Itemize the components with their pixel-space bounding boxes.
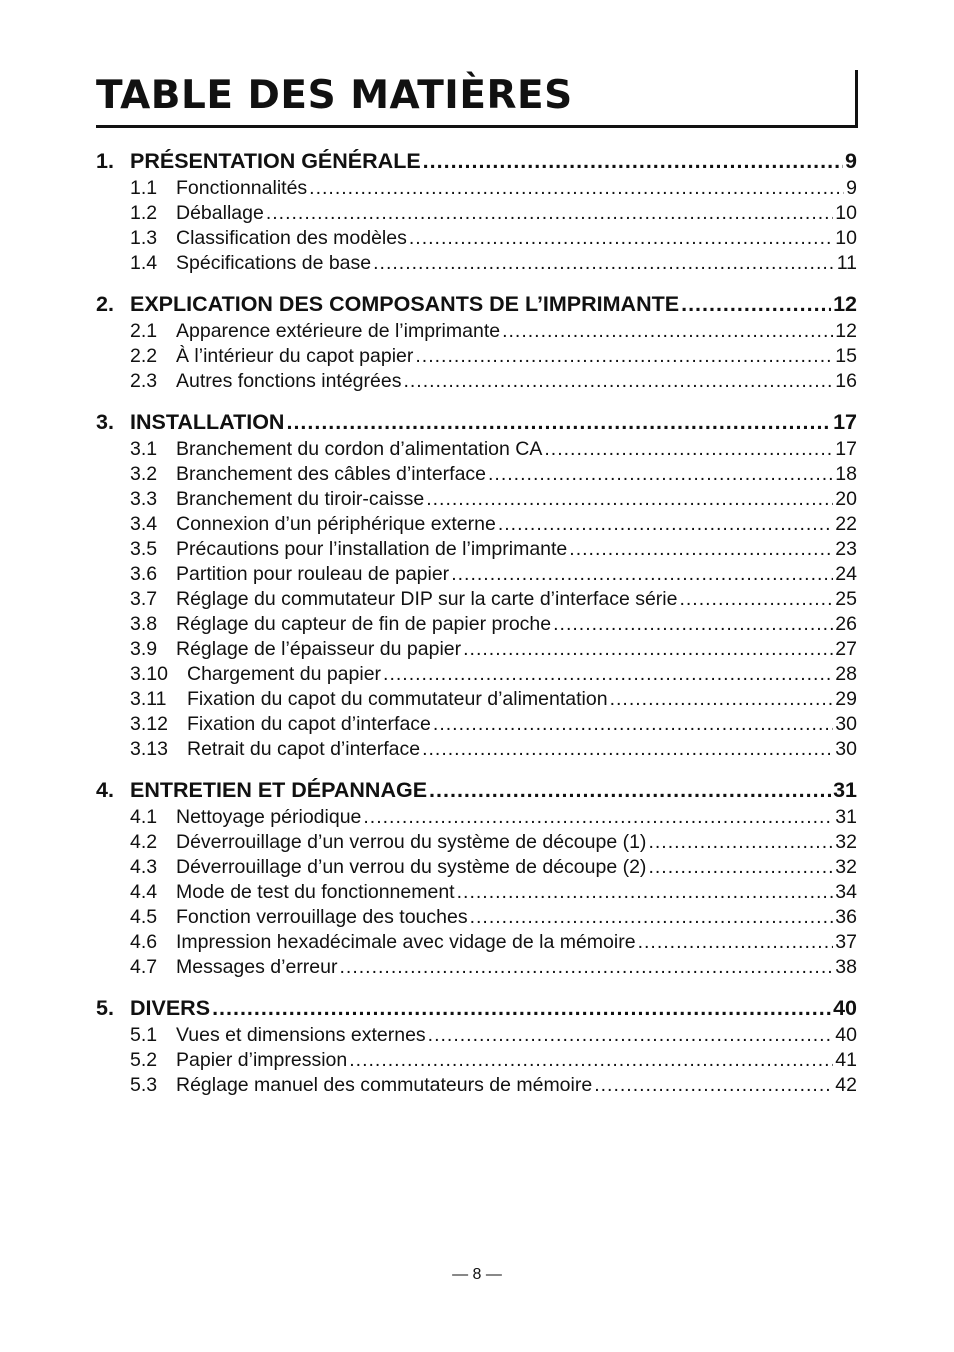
entry-label: Déverrouillage d’un verrou du système de découpe (1) [176,831,647,853]
dot-leader [638,930,834,955]
section-number: 2. [96,292,114,316]
page-number: 15 [835,345,857,367]
toc-entry[interactable] [96,201,857,226]
entry-label: Apparence extérieure de l’imprimante [176,320,501,342]
page-number: 17 [833,410,857,434]
entry-number: 4.1 [130,806,158,828]
toc-entry[interactable] [96,1073,857,1098]
entry-number: 4.3 [130,856,158,878]
toc-entry[interactable] [96,612,857,637]
dot-leader [286,407,831,437]
page-number: 40 [833,996,857,1020]
toc-entry[interactable] [96,462,857,487]
entry-number: 1.3 [130,227,158,249]
dot-leader [451,562,833,587]
entry-label: Papier d’impression [176,1049,348,1071]
page-title: TABLE DES MATIÈRES [96,73,573,118]
entry-number: 5.1 [130,1024,158,1046]
entry-label: Connexion d’un périphérique externe [176,513,496,535]
toc-entry[interactable] [96,176,857,201]
entry-number: 3.13 [130,738,168,760]
dot-leader [488,462,833,487]
entry-number: 3.3 [130,488,158,510]
section-label: PRÉSENTATION GÉNÉRALE [130,149,421,173]
page-number: 10 [835,227,857,249]
page-number: 38 [835,956,857,978]
toc-entry[interactable] [96,1023,857,1048]
page-number: 29 [835,688,857,710]
toc-entry[interactable] [96,537,857,562]
entry-label: À l’intérieur du capot papier [176,345,414,367]
page-number: 37 [835,931,857,953]
entry-number: 3.11 [130,688,167,710]
entry-label: Fixation du capot d’interface [187,713,431,735]
dot-leader [266,201,833,226]
dot-leader [363,805,833,830]
entry-label: Autres fonctions intégrées [176,370,402,392]
dot-leader [426,487,833,512]
toc-entry[interactable] [96,1048,857,1073]
dot-leader [339,955,833,980]
toc-entry[interactable] [96,369,857,394]
section-number: 3. [96,410,114,434]
page-number: 41 [835,1049,857,1071]
page-number: 20 [835,488,857,510]
entry-label: Impression hexadécimale avec vidage de la mémoire [176,931,636,953]
entry-label: Chargement du papier [187,663,382,685]
toc-entry[interactable] [96,437,857,462]
section-number: 1. [96,149,114,173]
entry-number: 3.8 [130,613,158,635]
dot-leader [470,905,834,930]
entry-label: Fonction verrouillage des touches [176,906,468,928]
toc-entry[interactable] [96,562,857,587]
toc-section [96,146,857,276]
page-number: 30 [835,738,857,760]
entry-label: Précautions pour l’installation de l’imprimante [176,538,568,560]
page-number: 34 [835,881,857,903]
page-number: 28 [835,663,857,685]
page-number: 40 [835,1024,857,1046]
dot-leader [681,289,831,319]
toc-section-heading[interactable] [96,289,857,319]
dot-leader [403,369,833,394]
dot-leader [433,712,833,737]
entry-label: Spécifications de base [176,252,372,274]
dot-leader [373,251,835,276]
page-number: 18 [835,463,857,485]
dot-leader [502,319,833,344]
section-label: INSTALLATION [130,410,285,434]
page-number: 36 [835,906,857,928]
dot-leader [648,830,833,855]
dot-leader [544,437,833,462]
toc-section-heading[interactable] [96,993,857,1023]
entry-number: 2.1 [130,320,158,342]
entry-number: 2.3 [130,370,158,392]
toc-entry[interactable] [96,512,857,537]
dot-leader [415,344,833,369]
page-number: 23 [835,538,857,560]
dot-leader [428,1023,834,1048]
toc-entry[interactable] [96,319,857,344]
page-number: 42 [835,1074,857,1096]
page-number: 30 [835,713,857,735]
toc-section [96,775,857,980]
toc-entry[interactable] [96,226,857,251]
entry-number: 4.4 [130,881,158,903]
page-number: 9 [846,177,857,199]
entry-number: 2.2 [130,345,158,367]
dot-leader [423,146,843,176]
page-number: 22 [835,513,857,535]
dot-leader [422,737,833,762]
entry-label: Réglage du commutateur DIP sur la carte d’interface série [176,588,678,610]
dot-leader [610,687,834,712]
dot-leader [648,855,833,880]
entry-label: Nettoyage périodique [176,806,362,828]
toc-entry[interactable] [96,905,857,930]
toc-entry[interactable] [96,637,857,662]
toc-section [96,993,857,1098]
entry-number: 3.2 [130,463,158,485]
section-label: EXPLICATION DES COMPOSANTS DE L’IMPRIMANTE [130,292,680,316]
entry-number: 4.7 [130,956,158,978]
table-of-contents [96,146,857,1111]
toc-entry[interactable] [96,587,857,612]
page-number: 24 [835,563,857,585]
page-number: 12 [835,320,857,342]
toc-entry[interactable] [96,737,857,762]
entry-label: Réglage manuel des commutateurs de mémoire [176,1074,593,1096]
dot-leader [498,512,833,537]
page-number: 25 [835,588,857,610]
section-number: 4. [96,778,114,802]
page-footer: — 8 — [452,1266,502,1283]
entry-number: 3.9 [130,638,158,660]
toc-entry[interactable] [96,662,857,687]
entry-label: Partition pour rouleau de papier [176,563,450,585]
entry-number: 1.1 [130,177,158,199]
toc-entry[interactable] [96,251,857,276]
dot-leader [594,1073,833,1098]
entry-label: Mode de test du fonctionnement [176,881,455,903]
page-number: 26 [835,613,857,635]
page-number: 10 [835,202,857,224]
page-number: 32 [835,856,857,878]
entry-label: Branchement du cordon d’alimentation CA [176,438,543,460]
entry-number: 5.2 [130,1049,158,1071]
page-number: 9 [845,149,857,173]
page-number: 11 [836,252,857,274]
toc-section-heading[interactable] [96,775,857,805]
page-number: 31 [833,778,857,802]
entry-label: Déverrouillage d’un verrou du système de découpe (2) [176,856,647,878]
toc-entry[interactable] [96,955,857,980]
page-number: 12 [833,292,857,316]
title-block [96,70,858,128]
toc-entry[interactable] [96,344,857,369]
entry-number: 3.6 [130,563,158,585]
toc-entry[interactable] [96,830,857,855]
entry-label: Fonctionnalités [176,177,308,199]
entry-number: 3.1 [130,438,158,460]
entry-label: Réglage du capteur de fin de papier proche [176,613,552,635]
toc-entry[interactable] [96,930,857,955]
dot-leader [463,637,833,662]
dot-leader [569,537,833,562]
toc-entry[interactable] [96,855,857,880]
dot-leader [679,587,833,612]
entry-label: Messages d’erreur [176,956,338,978]
entry-label: Branchement des câbles d’interface [176,463,487,485]
dot-leader [457,880,834,905]
entry-label: Fixation du capot du commutateur d’alimentation [187,688,608,710]
entry-number: 4.2 [130,831,158,853]
entry-number: 4.5 [130,906,158,928]
section-label: ENTRETIEN ET DÉPANNAGE [130,778,428,802]
entry-label: Déballage [176,202,264,224]
dot-leader [212,993,831,1023]
toc-section-heading[interactable] [96,146,857,176]
page-number: 27 [835,638,857,660]
entry-number: 4.6 [130,931,158,953]
entry-label: Classification des modèles [176,227,407,249]
page-number: 31 [835,806,857,828]
toc-entry[interactable] [96,712,857,737]
section-label: DIVERS [130,996,211,1020]
page-number: 32 [835,831,857,853]
entry-number: 3.5 [130,538,158,560]
toc-entry[interactable] [96,805,857,830]
dot-leader [409,226,833,251]
entry-number: 3.4 [130,513,158,535]
toc-entry[interactable] [96,687,857,712]
entry-label: Réglage de l’épaisseur du papier [176,638,462,660]
toc-entry[interactable] [96,487,857,512]
entry-number: 1.4 [130,252,158,274]
entry-label: Branchement du tiroir-caisse [176,488,425,510]
dot-leader [553,612,833,637]
toc-entry[interactable] [96,880,857,905]
entry-number: 3.7 [130,588,158,610]
dot-leader [383,662,833,687]
entry-number: 3.10 [130,663,168,685]
toc-section [96,407,857,762]
dot-leader [429,775,831,805]
entry-number: 3.12 [130,713,168,735]
entry-label: Vues et dimensions externes [176,1024,426,1046]
entry-number: 1.2 [130,202,158,224]
dot-leader [349,1048,833,1073]
section-number: 5. [96,996,114,1020]
entry-label: Retrait du capot d’interface [187,738,421,760]
entry-number: 5.3 [130,1074,158,1096]
page-number: 16 [835,370,857,392]
toc-section [96,289,857,394]
toc-section-heading[interactable] [96,407,857,437]
page-number: 17 [835,438,857,460]
dot-leader [309,176,844,201]
